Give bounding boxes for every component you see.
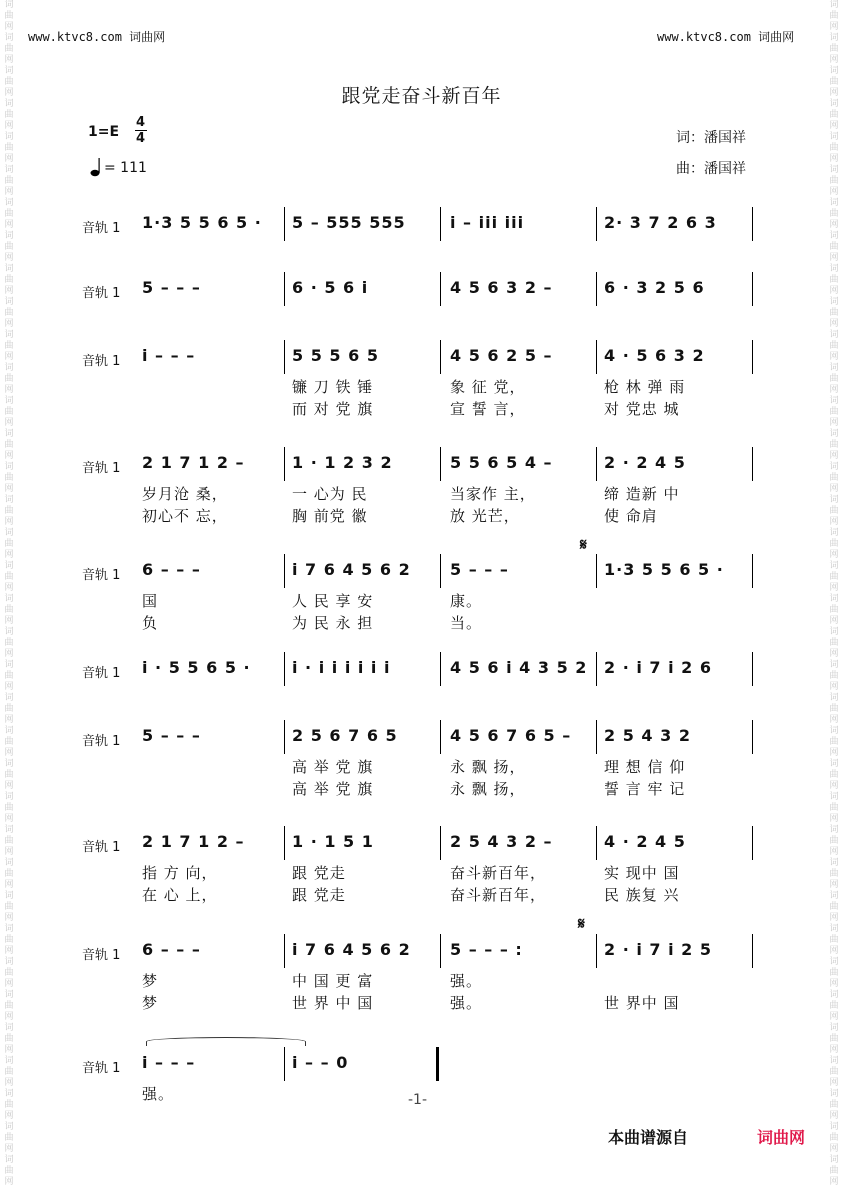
barline bbox=[440, 207, 441, 241]
measure-notes: 6 – – – bbox=[142, 940, 201, 959]
barline bbox=[440, 447, 441, 481]
track-label: 音轨 1 bbox=[82, 840, 121, 855]
lyricist: 词：潘国祥 bbox=[676, 130, 746, 146]
barline bbox=[596, 720, 597, 754]
measure-notes: 1·3 5 5 6 5 · bbox=[142, 213, 262, 232]
barline bbox=[284, 207, 285, 241]
barline bbox=[284, 447, 285, 481]
measure-notes: 2 5 4 3 2 bbox=[604, 726, 691, 745]
lyric-line-1: 指 方 向， bbox=[142, 864, 218, 882]
track-label: 音轨 1 bbox=[82, 734, 121, 749]
time-numerator: 4 bbox=[136, 115, 146, 130]
lyric-line-2: 在 心 上， bbox=[142, 886, 218, 904]
measure-notes: 4 · 5 6 3 2 bbox=[604, 346, 705, 365]
page-number: -1- bbox=[408, 1092, 428, 1108]
lyric-line-2: 世 界中 国 bbox=[604, 994, 680, 1012]
lyric-line-1: 一 心为 民 bbox=[292, 485, 368, 503]
lyric-line-2: 为 民 永 担 bbox=[292, 614, 374, 632]
barline bbox=[596, 207, 597, 241]
lyric-line-1: 缔 造新 中 bbox=[604, 485, 680, 503]
measure-notes: i 7 6 4 5 6 2 bbox=[292, 560, 411, 579]
track-label: 音轨 1 bbox=[82, 286, 121, 301]
lyric-line-2: 负 bbox=[142, 614, 159, 632]
barline bbox=[596, 447, 597, 481]
lyric-line-2: 强。 bbox=[450, 994, 483, 1012]
site-url-right[interactable]: www.ktvc8.com 词曲网 bbox=[657, 30, 795, 44]
lyric-line-1: 强。 bbox=[142, 1085, 175, 1103]
song-title: 跟党走奋斗新百年 bbox=[341, 85, 502, 107]
barline bbox=[752, 272, 753, 306]
lyric-line-1: 岁月沧 桑， bbox=[142, 485, 228, 503]
track-label: 音轨 1 bbox=[82, 354, 121, 369]
measure-notes: 2· 3 7 2 6 3 bbox=[604, 213, 717, 232]
measure-notes: 6 · 3 2 5 6 bbox=[604, 278, 705, 297]
lyric-line-2: 当。 bbox=[450, 614, 483, 632]
quarter-note-icon bbox=[90, 157, 104, 181]
lyric-line-2: 高 举 党 旗 bbox=[292, 780, 374, 798]
barline bbox=[284, 340, 285, 374]
track-label: 音轨 1 bbox=[82, 1061, 121, 1076]
barline bbox=[440, 826, 441, 860]
barline bbox=[752, 554, 753, 588]
lyric-line-1: 象 征 党， bbox=[450, 378, 526, 396]
measure-notes: 1 · 1 2 3 2 bbox=[292, 453, 393, 472]
measure-notes: 5 – – – bbox=[142, 278, 201, 297]
barline bbox=[440, 272, 441, 306]
track-label: 音轨 1 bbox=[82, 461, 121, 476]
measure-notes: 2 1 7 1 2 – bbox=[142, 832, 245, 851]
composer: 曲：潘国祥 bbox=[676, 161, 746, 177]
measure-notes: 2 · i 7 i 2 6 bbox=[604, 658, 712, 677]
lyric-line-2: 世 界 中 国 bbox=[292, 994, 374, 1012]
lyric-line-1: 枪 林 弹 雨 bbox=[604, 378, 686, 396]
left-watermark-strip: 词曲网词曲网词曲网词曲网词曲网词曲网词曲网词曲网词曲网词曲网词曲网词曲网词曲网词曲网词曲网词曲网词曲网词曲网词曲网词曲网词曲网词曲网词曲网词曲网词曲网词曲网词曲网词曲网词曲网词曲网词曲网词曲网词曲网词曲网词曲网词曲网 bbox=[4, 0, 14, 1187]
measure-notes: 4 · 2 4 5 bbox=[604, 832, 686, 851]
lyric-line-1: 当家作 主， bbox=[450, 485, 536, 503]
measure-notes: 5 – – – bbox=[450, 560, 509, 579]
lyric-line-2: 梦 bbox=[142, 994, 159, 1012]
track-label: 音轨 1 bbox=[82, 221, 121, 236]
measure-notes: 5 – – – : bbox=[450, 940, 523, 959]
key-signature: 1=E bbox=[88, 124, 120, 140]
lyric-line-2: 宣 誓 言， bbox=[450, 400, 526, 418]
measure-notes: i – iii iii bbox=[450, 213, 525, 232]
barline bbox=[596, 652, 597, 686]
tie-arc bbox=[146, 1037, 306, 1046]
measure-notes: 2 1 7 1 2 – bbox=[142, 453, 245, 472]
barline bbox=[596, 272, 597, 306]
measure-notes: i – – 0 bbox=[292, 1053, 349, 1072]
lyric-line-2: 对 党忠 城 bbox=[604, 400, 680, 418]
barline bbox=[440, 554, 441, 588]
measure-notes: 6 · 5 6 i bbox=[292, 278, 369, 297]
lyric-line-1: 实 现中 国 bbox=[604, 864, 680, 882]
lyric-line-1: 国 bbox=[142, 592, 159, 610]
lyric-line-2: 初心不 忘， bbox=[142, 507, 228, 525]
lyric-line-2: 跟 党走 bbox=[292, 886, 346, 904]
barline bbox=[752, 652, 753, 686]
lyric-line-2: 奋斗新百年， bbox=[450, 886, 547, 904]
barline bbox=[440, 934, 441, 968]
lyric-line-1: 康。 bbox=[450, 592, 483, 610]
measure-notes: i – – – bbox=[142, 346, 196, 365]
barline bbox=[284, 554, 285, 588]
measure-notes: 1 · 1 5 1 bbox=[292, 832, 374, 851]
site-url-left[interactable]: www.ktvc8.com 词曲网 bbox=[28, 30, 166, 44]
barline bbox=[440, 720, 441, 754]
lyric-line-2: 永 飘 扬， bbox=[450, 780, 526, 798]
lyric-line-2: 使 命肩 bbox=[604, 507, 658, 525]
lyric-line-1: 高 举 党 旗 bbox=[292, 758, 374, 776]
measure-notes: i · 5 5 6 5 · bbox=[142, 658, 251, 677]
barline bbox=[284, 934, 285, 968]
barline bbox=[284, 826, 285, 860]
barline bbox=[596, 826, 597, 860]
lyric-line-2: 民 族复 兴 bbox=[604, 886, 680, 904]
barline bbox=[596, 554, 597, 588]
barline bbox=[284, 720, 285, 754]
barline bbox=[440, 652, 441, 686]
lyric-line-1: 镰 刀 铁 锤 bbox=[292, 378, 374, 396]
measure-notes: i · i i i i i i bbox=[292, 658, 391, 677]
barline bbox=[752, 826, 753, 860]
measure-notes: i 7 6 4 5 6 2 bbox=[292, 940, 411, 959]
lyric-line-1: 强。 bbox=[450, 972, 483, 990]
barline bbox=[284, 1047, 285, 1081]
barline bbox=[436, 1047, 439, 1081]
lyric-line-1: 梦 bbox=[142, 972, 159, 990]
measure-notes: 5 – 555 555 bbox=[292, 213, 406, 232]
measure-notes: 5 5 5 6 5 bbox=[292, 346, 379, 365]
lyric-line-2: 誓 言 牢 记 bbox=[604, 780, 686, 798]
measure-notes: i – – – bbox=[142, 1053, 196, 1072]
barline bbox=[752, 720, 753, 754]
barline bbox=[440, 340, 441, 374]
brand-link[interactable]: 词曲网 bbox=[757, 1128, 806, 1147]
lyric-line-2: 而 对 党 旗 bbox=[292, 400, 374, 418]
lyric-line-1: 人 民 享 安 bbox=[292, 592, 374, 610]
barline bbox=[752, 447, 753, 481]
track-label: 音轨 1 bbox=[82, 666, 121, 681]
measure-notes: 4 5 6 2 5 – bbox=[450, 346, 553, 365]
lyric-line-2: 放 光芒， bbox=[450, 507, 520, 525]
measure-notes: 1·3 5 5 6 5 · bbox=[604, 560, 724, 579]
measure-notes: 2 5 6 7 6 5 bbox=[292, 726, 398, 745]
barline bbox=[596, 340, 597, 374]
measure-notes: 5 5 6 5 4 – bbox=[450, 453, 553, 472]
measure-notes: 4 5 6 7 6 5 – bbox=[450, 726, 572, 745]
lyric-line-1: 永 飘 扬， bbox=[450, 758, 526, 776]
lyric-line-1: 中 国 更 富 bbox=[292, 972, 374, 990]
tempo-value: = 111 bbox=[104, 160, 147, 176]
measure-notes: 5 – – – bbox=[142, 726, 201, 745]
segno-icon: 𝄋 bbox=[578, 914, 585, 933]
segno-icon: 𝄋 bbox=[580, 535, 587, 554]
measure-notes: 6 – – – bbox=[142, 560, 201, 579]
measure-notes: 4 5 6 i 4 3 5 2 bbox=[450, 658, 588, 677]
source-label: 本曲谱源自 bbox=[608, 1128, 689, 1147]
barline bbox=[752, 934, 753, 968]
measure-notes: 2 5 4 3 2 – bbox=[450, 832, 553, 851]
right-watermark-strip: 词曲网词曲网词曲网词曲网词曲网词曲网词曲网词曲网词曲网词曲网词曲网词曲网词曲网词曲网词曲网词曲网词曲网词曲网词曲网词曲网词曲网词曲网词曲网词曲网词曲网词曲网词曲网词曲网词曲网词曲网词曲网词曲网词曲网词曲网词曲网词曲网 bbox=[829, 0, 839, 1187]
track-label: 音轨 1 bbox=[82, 568, 121, 583]
lyric-line-1: 奋斗新百年， bbox=[450, 864, 547, 882]
measure-notes: 2 · 2 4 5 bbox=[604, 453, 686, 472]
barline bbox=[284, 652, 285, 686]
barline bbox=[752, 207, 753, 241]
barline bbox=[752, 340, 753, 374]
lyric-line-1: 理 想 信 仰 bbox=[604, 758, 686, 776]
time-denominator: 4 bbox=[136, 131, 146, 146]
measure-notes: 4 5 6 3 2 – bbox=[450, 278, 553, 297]
barline bbox=[596, 934, 597, 968]
lyric-line-2: 胸 前党 徽 bbox=[292, 507, 368, 525]
measure-notes: 2 · i 7 i 2 5 bbox=[604, 940, 712, 959]
barline bbox=[284, 272, 285, 306]
track-label: 音轨 1 bbox=[82, 948, 121, 963]
lyric-line-1: 跟 党走 bbox=[292, 864, 346, 882]
